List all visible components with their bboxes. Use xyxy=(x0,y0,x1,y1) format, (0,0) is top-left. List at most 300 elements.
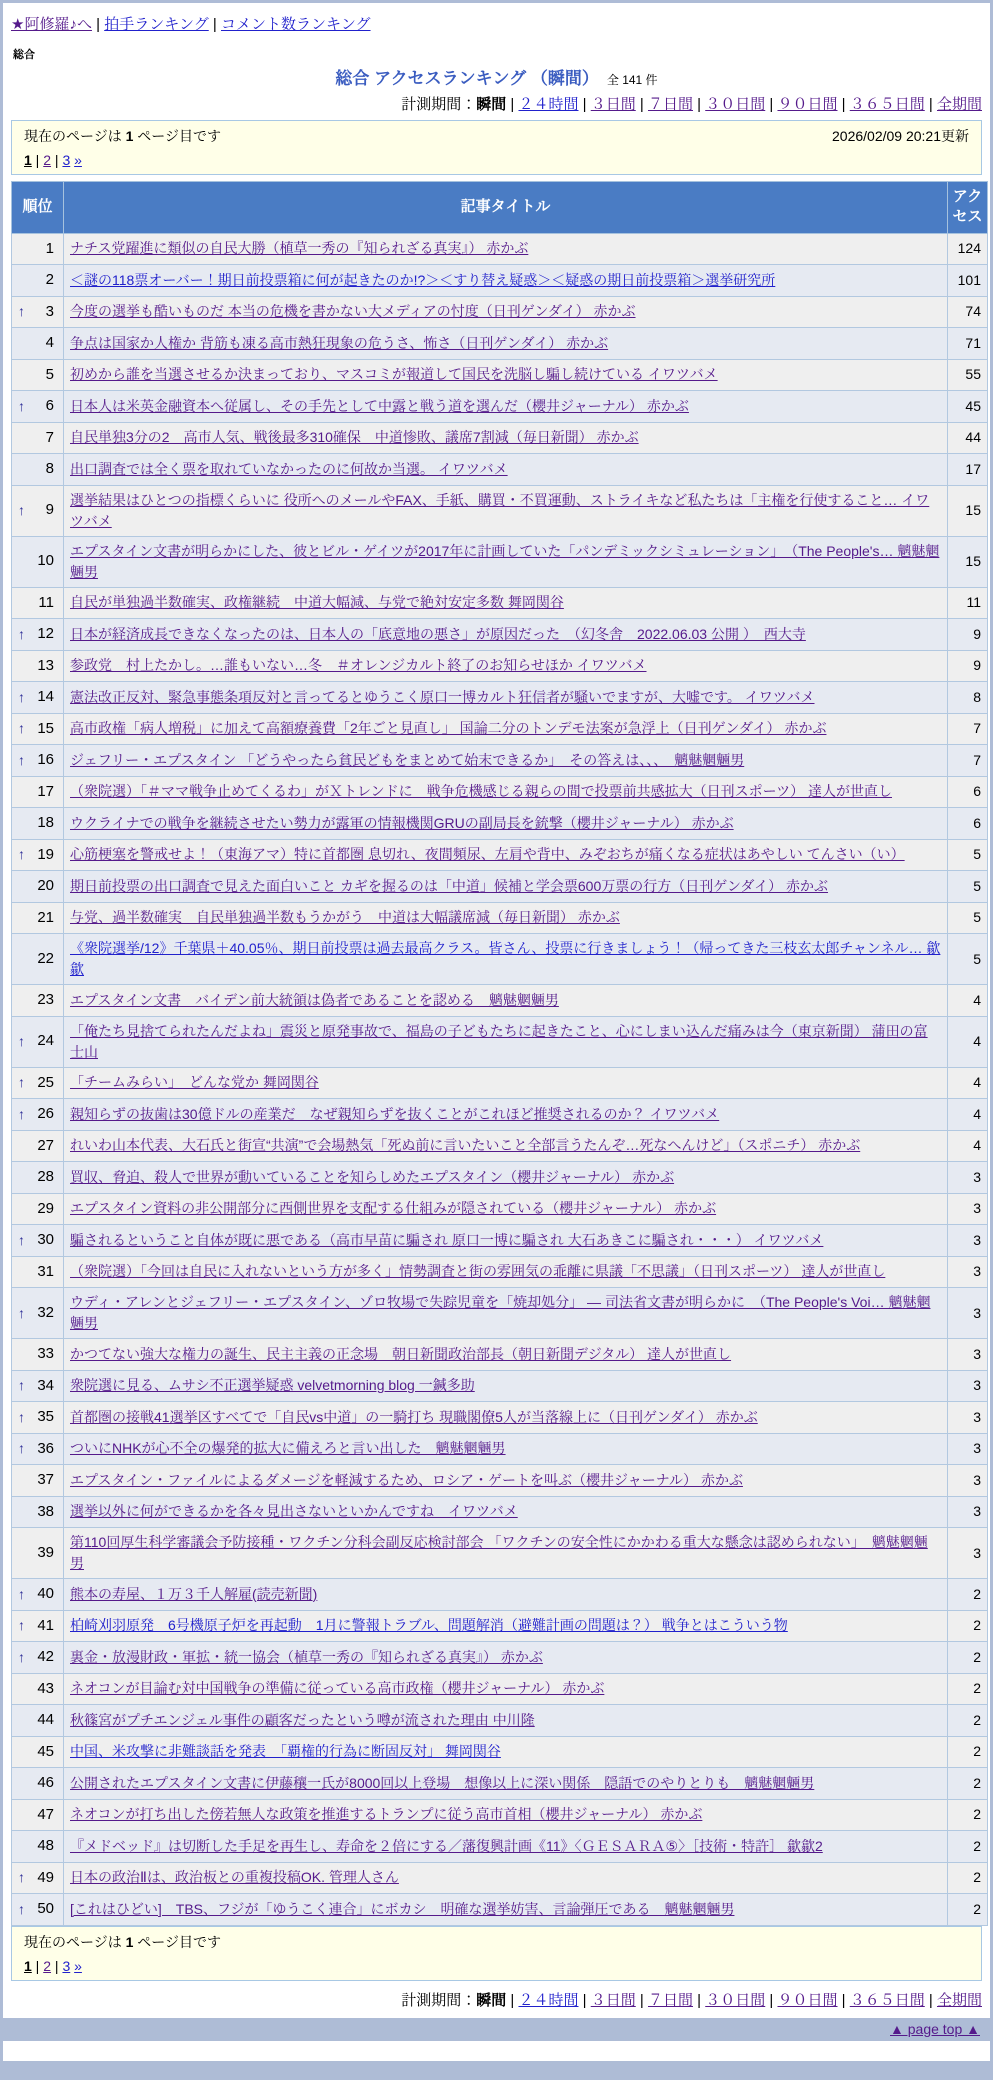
total-count: 全 141 件 xyxy=(606,73,658,87)
period-selector-top: 計測期間：瞬間 | ２４時間 | ３日間 | ７日間 | ３０日間 | ９０日間 | ３６５日間 | 全期間 xyxy=(401,96,982,113)
rank-cell xyxy=(12,587,64,619)
article-link[interactable]: 参政党 村上たかし。…誰もいない…冬 ＃オレンジカルト終了のお知らせほか イワツバメ xyxy=(70,657,647,674)
pagination-box-top xyxy=(11,120,982,175)
access-count: 4 xyxy=(948,985,988,1017)
access-count: 71 xyxy=(948,328,988,360)
rank-cell xyxy=(12,1225,64,1257)
up-arrow-icon: ↑ xyxy=(18,397,25,414)
title-cell xyxy=(64,1579,948,1611)
rank-cell xyxy=(12,839,64,871)
rank-number: 28 xyxy=(37,1168,54,1185)
period-link-1[interactable]: ２４時間 xyxy=(518,96,579,113)
pager-page-2[interactable]: 2 xyxy=(43,1957,52,1974)
article-link[interactable]: エプスタイン・ファイルによるダメージを軽減するため、ロシア・ゲートを叫ぶ（櫻井ジャーナル） 赤かぶ xyxy=(70,1471,743,1488)
article-link[interactable]: [これはひどい] TBS、フジが「ゆうこく連合」にボカシ 明確な選挙妨害、言論弾圧である 魑魅魍魎男 xyxy=(70,1900,735,1917)
up-arrow-icon: ↑ xyxy=(18,303,25,320)
article-link[interactable]: 出口調査では全く票を取れていなかったのに何故か当選。 イワツバメ xyxy=(70,460,508,477)
article-link[interactable]: 憲法改正反対、緊急事態条項反対と言ってるとゆうこく原口一博カルト狂信者が騒いでますが、大嘘です。 イワツバメ xyxy=(70,688,815,705)
article-link[interactable]: 第110回厚生科学審議会予防接種・ワクチン分科会副反応検討部会 「ワクチンの安全性にかかわる重大な懸念は認められない」 魑魅魍魎男 xyxy=(70,1534,928,1571)
title-cell xyxy=(64,1610,948,1642)
access-count: 2 xyxy=(948,1610,988,1642)
title-cell xyxy=(64,1130,948,1162)
rank-number: 26 xyxy=(37,1105,54,1122)
title-cell xyxy=(64,328,948,360)
title-cell xyxy=(64,776,948,808)
table-row xyxy=(12,1225,988,1257)
access-count: 4 xyxy=(948,1130,988,1162)
access-count: 9 xyxy=(948,650,988,682)
page-title: 総合 アクセスランキング （瞬間） xyxy=(335,69,599,88)
rank-number: 45 xyxy=(37,1742,54,1760)
table-row xyxy=(12,871,988,903)
title-cell xyxy=(64,391,948,423)
rank-cell xyxy=(12,934,64,985)
article-link[interactable]: 衆院選に見る、ムサシ不正選挙疑惑 velvetmorning blog 一鍼多助 xyxy=(70,1377,475,1394)
title-cell xyxy=(64,619,948,651)
up-arrow-icon: ↑ xyxy=(18,1377,25,1394)
table-row xyxy=(12,1496,988,1528)
pagination-box-bottom xyxy=(11,1926,982,1981)
rank-cell xyxy=(12,1067,64,1099)
rank-number: 25 xyxy=(37,1073,54,1091)
access-count: 2 xyxy=(948,1642,988,1674)
article-link[interactable]: 選挙以外に何ができるかを各々見出さないといかんですね イワツバメ xyxy=(70,1503,518,1520)
topnav-link-1[interactable]: ★阿修羅♪へ xyxy=(11,16,92,33)
rank-number: 46 xyxy=(37,1774,54,1791)
title-cell xyxy=(64,1768,948,1800)
rank-number: 42 xyxy=(37,1648,54,1665)
access-count: 2 xyxy=(948,1768,988,1800)
title-cell xyxy=(64,902,948,934)
rank-cell xyxy=(12,650,64,682)
period-link-2[interactable]: ３日間 xyxy=(590,96,636,113)
table-row xyxy=(12,391,988,423)
period-link-7[interactable]: 全期間 xyxy=(936,96,982,113)
rank-number: 16 xyxy=(37,751,54,768)
topnav-link-3[interactable]: コメント数ランキング xyxy=(220,16,371,33)
table-row xyxy=(12,265,988,297)
separator: | xyxy=(208,16,221,33)
table-row xyxy=(12,536,988,587)
access-count: 2 xyxy=(948,1799,988,1831)
rank-cell xyxy=(12,359,64,391)
up-arrow-icon: ↑ xyxy=(18,1585,25,1602)
rank-number: 21 xyxy=(37,908,54,926)
table-row xyxy=(12,776,988,808)
rank-cell xyxy=(12,1402,64,1434)
access-count: 5 xyxy=(948,839,988,871)
period-link-3[interactable]: ７日間 xyxy=(647,1991,693,2009)
table-row xyxy=(12,745,988,777)
pager-page-3[interactable]: 3 xyxy=(62,1957,71,1974)
access-count: 2 xyxy=(948,1831,988,1863)
article-link[interactable]: エプスタイン文書 バイデン前大統領は偽者であることを認める 魑魅魍魎男 xyxy=(70,991,559,1008)
pager-current-page: 1 xyxy=(24,1957,32,1974)
rank-number: 47 xyxy=(37,1805,54,1823)
rank-cell xyxy=(12,745,64,777)
table-row xyxy=(12,985,988,1017)
pager-bottom: 1 | 2 | 3 » xyxy=(24,1957,82,1974)
rank-cell xyxy=(12,1799,64,1831)
access-count: 3 xyxy=(948,1528,988,1579)
rank-cell xyxy=(12,871,64,903)
rank-cell xyxy=(12,296,64,328)
table-row xyxy=(12,682,988,714)
article-link[interactable]: ジェフリー・エプスタイン 「どうやったら貧民どもをまとめて始末できるか」 その答えは、、、 魑魅魍魎男 xyxy=(70,751,745,768)
access-count: 6 xyxy=(948,808,988,840)
rank-cell xyxy=(12,1894,64,1926)
title-cell xyxy=(64,1288,948,1339)
article-link[interactable]: 自民単独3分の2 高市人気、戦後最多310確保 中道惨敗、議席7割減（毎日新聞） 赤かぶ xyxy=(70,429,639,446)
table-row xyxy=(12,619,988,651)
topnav-link-2[interactable]: 拍手ランキング xyxy=(104,16,209,33)
title-cell xyxy=(64,1705,948,1737)
article-link[interactable]: かつてない強大な権力の誕生、民主主義の正念場 朝日新聞政治部長（朝日新聞デジタル） 達人が世直し xyxy=(70,1345,732,1362)
rank-cell xyxy=(12,1465,64,1497)
access-count: 3 xyxy=(948,1162,988,1194)
rank-number: 22 xyxy=(37,949,54,967)
title-cell xyxy=(64,1465,948,1497)
access-count: 2 xyxy=(948,1673,988,1705)
title-cell xyxy=(64,1894,948,1926)
rank-cell xyxy=(12,422,64,454)
title-cell xyxy=(64,233,948,265)
period-link-1[interactable]: ２４時間 xyxy=(518,1991,579,2009)
article-link[interactable]: （衆院選）「今回は自民に入れないという方が多く」情勢調査と街の雰囲気の乖離に県議「不思議」（日刊スポーツ） 達人が世直し xyxy=(70,1263,886,1280)
title-cell xyxy=(64,713,948,745)
title-cell xyxy=(64,422,948,454)
table-row xyxy=(12,1099,988,1131)
rank-number: 1 xyxy=(45,239,54,257)
current-page-info: 現在のページは 1 ページ目です xyxy=(24,128,222,144)
article-link[interactable]: 中国、米攻撃に非難談話を発表 「覇権的行為に断固反対」 舞岡関谷 xyxy=(70,1743,501,1760)
title-cell xyxy=(64,1433,948,1465)
table-row xyxy=(12,1465,988,1497)
title-cell xyxy=(64,1799,948,1831)
table-row xyxy=(12,839,988,871)
article-link[interactable]: 柏崎刈羽原発 6号機原子炉を再起動 1月に警報トラブル、問題解消（避難計画の問題は？） 戦争とはこういう物 xyxy=(70,1617,788,1634)
access-count: 7 xyxy=(948,745,988,777)
access-count: 4 xyxy=(948,1067,988,1099)
period-link-7[interactable]: 全期間 xyxy=(936,1991,982,2009)
article-link[interactable]: 自民が単独過半数確実、政権継続 中道大幅減、与党で絶対安定多数 舞岡関谷 xyxy=(70,594,564,611)
table-row xyxy=(12,1705,988,1737)
table-row xyxy=(12,1862,988,1894)
section-label: 総合 xyxy=(13,49,35,61)
rank-number: 17 xyxy=(37,782,54,800)
article-link[interactable]: 首都圏の接戦41選挙区すべてで「自民vs中道」の一騎打ち 現職閣僚5人が当落線上に（日刊ゲンダイ） 赤かぶ xyxy=(70,1408,758,1425)
table-row xyxy=(12,934,988,985)
up-arrow-icon: ↑ xyxy=(18,1648,25,1665)
rank-number: 37 xyxy=(37,1471,54,1488)
article-link[interactable]: 秋篠宮がプチエンジェル事件の顧客だったという噂が流された理由 中川隆 xyxy=(70,1711,535,1728)
article-link[interactable]: 親知らずの抜歯は30億ドルの産業だ なぜ親知らずを抜くことがこれほど推奨されるのか？ イワツバメ xyxy=(70,1105,720,1122)
up-arrow-icon: ↑ xyxy=(18,1869,25,1886)
title-cell xyxy=(64,1402,948,1434)
up-arrow-icon: ↑ xyxy=(18,846,25,863)
article-link[interactable]: 与党、過半数確実 自民単独過半数もうかがう 中道は大幅議席減（毎日新聞） 赤かぶ xyxy=(70,909,620,926)
article-link[interactable]: 「チームみらい」 どんな党か 舞岡関谷 xyxy=(70,1074,319,1091)
article-link[interactable]: 買収、脅迫、殺人で世界が動いていることを知らしめたエプスタイン（櫻井ジャーナル） 赤かぶ xyxy=(70,1168,675,1185)
period-link-4[interactable]: ３０日間 xyxy=(705,1991,766,2009)
article-link[interactable]: 初めから誰を当選させるか決まっており、マスコミが報道して国民を洗脳し騙し続けている イワツバメ xyxy=(70,366,718,383)
rank-number: 4 xyxy=(45,334,54,351)
up-arrow-icon: ↑ xyxy=(18,1900,25,1917)
rank-number: 15 xyxy=(37,719,54,737)
article-link[interactable]: 「俺たち見捨てられたんだよね」震災と原発事故で、福島の子どもたちに起きたこと、心にしまい込んだ痛みは今（東京新聞） 蒲田の富士山 xyxy=(70,1022,928,1060)
title-cell xyxy=(64,682,948,714)
rank-cell xyxy=(12,1705,64,1737)
rank-number: 14 xyxy=(37,688,54,705)
rank-cell xyxy=(12,1099,64,1131)
access-count: 3 xyxy=(948,1433,988,1465)
article-link[interactable]: 公開されたエプスタイン文書に伊藤穰一氏が8000回以上登場 想像以上に深い関係 隠語でのやりとりも 魑魅魍魎男 xyxy=(70,1774,815,1791)
access-count: 4 xyxy=(948,1016,988,1067)
up-arrow-icon: ↑ xyxy=(18,688,25,705)
rank-cell xyxy=(12,682,64,714)
rank-number: 41 xyxy=(37,1616,54,1634)
article-link[interactable]: エプスタイン文書が明らかにした、彼とビル・ゲイツが2017年に計画していた「パンデミックシミュレーション」 （The People's… 魑魅魍魎男 xyxy=(70,542,940,580)
article-link[interactable]: 高市政権「病人増税」に加えて高額療養費「2年ごと見直し」 国論二分のトンデモ法案が急浮上（日刊ゲンダイ） 赤かぶ xyxy=(70,720,827,737)
article-link[interactable]: 日本の政治Ⅱは、政治板との重複投稿OK. 管理人さん xyxy=(70,1869,399,1886)
rank-number: 5 xyxy=(45,365,54,383)
up-arrow-icon: ↑ xyxy=(18,1304,25,1321)
access-count: 3 xyxy=(948,1225,988,1257)
article-link[interactable]: 今度の選挙も酷いものだ 本当の危機を書かない大メディアの忖度（日刊ゲンダイ） 赤かぶ xyxy=(70,303,636,320)
title-cell xyxy=(64,934,948,985)
article-link[interactable]: ウディ・アレンとジェフリー・エプスタイン、ゾロ牧場で失踪児童を「焼却処分」 — 司法省文書が明らかに （The People's Voi… 魑魅魍魎男 xyxy=(70,1294,931,1331)
table-row xyxy=(12,1288,988,1339)
rank-cell xyxy=(12,536,64,587)
rank-cell xyxy=(12,1496,64,1528)
table-row xyxy=(12,1610,988,1642)
access-count: 101 xyxy=(948,265,988,297)
rank-cell xyxy=(12,1768,64,1800)
rank-cell xyxy=(12,1370,64,1402)
rank-number: 30 xyxy=(37,1231,54,1248)
pager-next[interactable]: » xyxy=(74,1957,82,1974)
article-link[interactable]: 熊本の寿屋、１万３千人解雇(読売新聞) xyxy=(70,1585,318,1602)
article-link[interactable]: 期日前投票の出口調査で見えた面白いこと カギを握るのは「中道」候補と学会票600万票の行方（日刊ゲンダイ） 赤かぶ xyxy=(70,877,829,894)
article-link[interactable]: 騙されるということ自体が既に悪である（高市早苗に騙され 原口一博に騙され 大石あきこに騙され・・・） イワツバメ xyxy=(70,1231,824,1248)
period-link-4[interactable]: ３０日間 xyxy=(705,96,766,113)
rank-cell xyxy=(12,1528,64,1579)
article-link[interactable]: 『メドベッド』は切断した手足を再生し、寿命を２倍にする／藩復興計画《11》〈ＧＥＳＡＲＡ⑤〉［技術・特許］ 歙歙2 xyxy=(70,1837,823,1854)
article-link[interactable]: 争点は国家か人権か 背筋も凍る高市熱狂現象の危うさ、怖さ（日刊ゲンダイ） 赤かぶ xyxy=(70,334,609,351)
title-cell xyxy=(64,1862,948,1894)
article-link[interactable]: （衆院選）「＃ママ戦争止めてくるわ」がＸトレンドに 戦争危機感じる親らの間で投票前共感拡大（日刊スポーツ） 達人が世直し xyxy=(70,783,892,800)
title-cell xyxy=(64,1067,948,1099)
title-cell xyxy=(64,1736,948,1768)
rank-number: 11 xyxy=(38,593,54,611)
rank-number: 6 xyxy=(45,397,54,414)
pager-next[interactable]: » xyxy=(74,152,82,168)
bottom-spacer xyxy=(3,2041,990,2051)
article-link[interactable]: 《衆院選挙/12》千葉県＋40.05％、期日前投票は過去最高クラス。皆さん、投票に行きましょう！（帰ってきた三枝玄太郎チャンネル… 歙歙 xyxy=(70,940,941,977)
rank-cell xyxy=(12,391,64,423)
current-page-info: 現在のページは 1 ページ目です xyxy=(24,1933,222,1950)
table-row xyxy=(12,1016,988,1067)
rank-cell xyxy=(12,1193,64,1225)
article-link[interactable]: ついにNHKが心不全の爆発的拡大に備えろと言い出した 魑魅魍魎男 xyxy=(70,1440,506,1457)
table-row xyxy=(12,1673,988,1705)
access-count: 8 xyxy=(948,682,988,714)
title-cell xyxy=(64,536,948,587)
rank-cell xyxy=(12,1579,64,1611)
period-link-3[interactable]: ７日間 xyxy=(647,96,693,113)
access-count: 6 xyxy=(948,776,988,808)
up-arrow-icon: ↑ xyxy=(18,1440,25,1457)
article-link[interactable]: 裏金・放漫財政・軍拡・統一協会（植草一秀の『知られざる真実』） 赤かぶ xyxy=(70,1648,543,1665)
pager-page-2[interactable]: 2 xyxy=(43,152,52,168)
access-count: 55 xyxy=(948,359,988,391)
article-link[interactable]: ＜謎の118票オーバー！期日前投票箱に何が起きたのか!?＞＜すり替え疑惑＞＜疑惑の期日前投票箱＞選挙研究所 xyxy=(70,271,776,288)
rank-number: 39 xyxy=(37,1543,54,1561)
rank-number: 24 xyxy=(37,1032,54,1050)
rank-number: 34 xyxy=(37,1376,54,1394)
rank-number: 23 xyxy=(37,991,54,1008)
rank-number: 2 xyxy=(45,271,54,288)
access-count: 15 xyxy=(948,485,988,536)
article-link[interactable]: れいわ山本代表、大石氏と街宣“共演”で会場熱気「死ぬ前に言いたいこと全部言うたんぞ…死なへんけど」（スポニチ） 赤かぶ xyxy=(70,1137,861,1154)
title-cell xyxy=(64,587,948,619)
title-cell xyxy=(64,454,948,486)
title-cell xyxy=(64,1193,948,1225)
table-row xyxy=(12,713,988,745)
title-cell xyxy=(64,485,948,536)
access-count: 2 xyxy=(948,1894,988,1926)
title-cell xyxy=(64,839,948,871)
rank-number: 10 xyxy=(37,552,54,570)
article-link[interactable]: エプスタイン資料の非公開部分に西側世界を支配する仕組みが隠されている（櫻井ジャーナル） 赤かぶ xyxy=(70,1200,717,1217)
table-row xyxy=(12,422,988,454)
period-current: 瞬間 xyxy=(476,96,507,113)
table-row xyxy=(12,1831,988,1863)
rank-cell xyxy=(12,1433,64,1465)
rank-number: 27 xyxy=(37,1136,54,1154)
period-current: 瞬間 xyxy=(476,1991,507,2009)
page-content xyxy=(3,3,990,2061)
title-cell xyxy=(64,1225,948,1257)
article-link[interactable]: ネオコンが打ち出した傍若無人な政策を推進するトランプに従う高市首相（櫻井ジャーナル） 赤かぶ xyxy=(70,1806,703,1823)
table-row xyxy=(12,1433,988,1465)
page-top-link[interactable]: ▲ page top ▲ xyxy=(890,2020,980,2037)
rank-cell xyxy=(12,1642,64,1674)
access-count: 44 xyxy=(948,422,988,454)
period-link-2[interactable]: ３日間 xyxy=(590,1991,636,2009)
table-row xyxy=(12,587,988,619)
table-row xyxy=(12,650,988,682)
table-row xyxy=(12,1067,988,1099)
table-row xyxy=(12,1528,988,1579)
title-cell xyxy=(64,1642,948,1674)
access-count: 3 xyxy=(948,1370,988,1402)
rank-cell xyxy=(12,1673,64,1705)
rank-cell xyxy=(12,485,64,536)
article-link[interactable]: 日本が経済成長できなくなったのは、日本人の「底意地の悪さ」が原因だった （幻冬舎 2022.06.03 公開 ） 西大寺 xyxy=(70,625,806,642)
rank-number: 40 xyxy=(37,1585,54,1602)
access-count: 3 xyxy=(948,1465,988,1497)
table-row xyxy=(12,1579,988,1611)
rank-cell xyxy=(12,1610,64,1642)
article-link[interactable]: 心筋梗塞を警戒せよ！（東海アマ）特に首都圏 息切れ、夜間頻尿、左肩や背中、みぞおちが痛くなる症状はあやしい てんさい（い） xyxy=(70,846,905,863)
title-cell xyxy=(64,808,948,840)
title-cell xyxy=(64,1256,948,1288)
period-link-5[interactable]: ９０日間 xyxy=(777,1991,838,2009)
table-row xyxy=(12,359,988,391)
period-link-6[interactable]: ３６５日間 xyxy=(849,96,925,113)
title-cell xyxy=(64,359,948,391)
title-cell xyxy=(64,1016,948,1067)
table-row xyxy=(12,1130,988,1162)
period-label: 計測期間： xyxy=(401,96,477,113)
pager-current-page: 1 xyxy=(24,152,32,168)
rank-cell xyxy=(12,1831,64,1863)
rank-number: 48 xyxy=(37,1837,54,1854)
access-count: 5 xyxy=(948,871,988,903)
rank-cell xyxy=(12,619,64,651)
access-count: 3 xyxy=(948,1496,988,1528)
table-row xyxy=(12,1768,988,1800)
rank-number: 33 xyxy=(37,1345,54,1362)
access-count: 5 xyxy=(948,902,988,934)
table-row xyxy=(12,1193,988,1225)
table-header-row xyxy=(12,182,988,234)
page-top-bar xyxy=(3,2018,990,2041)
rank-number: 12 xyxy=(37,625,54,642)
article-link[interactable]: ウクライナでの戦争を継続させたい勢力が露軍の情報機関GRUの副局長を銃撃（櫻井ジャーナル） 赤かぶ xyxy=(70,814,734,831)
period-link-6[interactable]: ３６５日間 xyxy=(849,1991,925,2009)
table-row xyxy=(12,808,988,840)
ranking-table xyxy=(11,181,988,1926)
rank-number: 50 xyxy=(37,1900,54,1917)
rank-number: 31 xyxy=(37,1262,54,1280)
rank-cell xyxy=(12,1256,64,1288)
table-row xyxy=(12,1402,988,1434)
pager-page-3[interactable]: 3 xyxy=(62,152,71,168)
rank-cell xyxy=(12,1339,64,1371)
article-link[interactable]: 日本人は米英金融資本へ従属し、その手先として中露と戦う道を選んだ（櫻井ジャーナル） 赤かぶ xyxy=(70,397,689,414)
access-count: 45 xyxy=(948,391,988,423)
article-link[interactable]: ネオコンが目論む対中国戦争の準備に従っている高市政権（櫻井ジャーナル） 赤かぶ xyxy=(70,1680,605,1697)
up-arrow-icon: ↑ xyxy=(18,1408,25,1425)
article-link[interactable]: ナチス党躍進に類似の自民大勝（植草一秀の『知られざる真実』） 赤かぶ xyxy=(70,240,529,257)
title-cell xyxy=(64,1099,948,1131)
table-row xyxy=(12,1370,988,1402)
access-count: 15 xyxy=(948,536,988,587)
access-count: 2 xyxy=(948,1862,988,1894)
up-arrow-icon: ↑ xyxy=(18,751,25,768)
table-row xyxy=(12,233,988,265)
rank-cell xyxy=(12,808,64,840)
access-count: 17 xyxy=(948,454,988,486)
rank-number: 38 xyxy=(37,1502,54,1520)
rank-cell xyxy=(12,265,64,297)
article-link[interactable]: 選挙結果はひとつの指標くらいに 役所へのメールやFAX、手紙、購買・不買運動、ストライキなど私たちは「主権を行使すること… イワツバメ xyxy=(70,491,930,529)
rank-number: 29 xyxy=(37,1199,54,1217)
table-row xyxy=(12,1162,988,1194)
table-row xyxy=(12,902,988,934)
rank-number: 32 xyxy=(37,1303,54,1321)
updated-timestamp: 2026/02/09 20:21更新 xyxy=(832,128,969,144)
rank-number: 8 xyxy=(45,460,54,477)
access-count: 74 xyxy=(948,296,988,328)
access-count: 3 xyxy=(948,1288,988,1339)
rank-number: 3 xyxy=(45,302,54,320)
access-count: 9 xyxy=(948,619,988,651)
period-link-5[interactable]: ９０日間 xyxy=(777,96,838,113)
table-row xyxy=(12,454,988,486)
